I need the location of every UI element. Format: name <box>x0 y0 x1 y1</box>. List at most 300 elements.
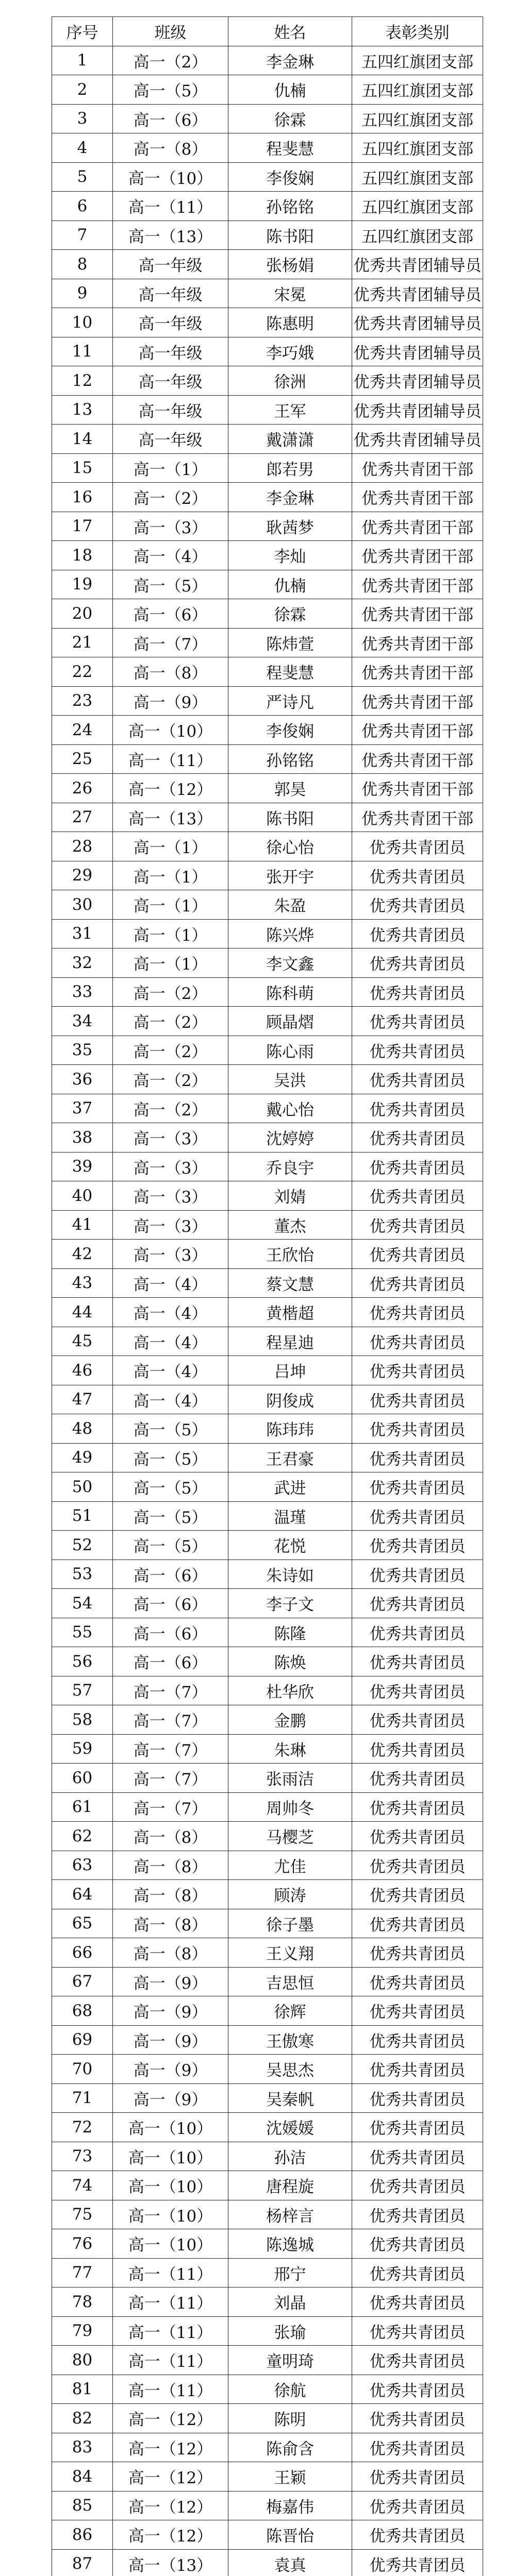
cell-category: 优秀共青团员 <box>352 2113 483 2142</box>
cell-name: 严诗凡 <box>228 686 352 716</box>
cell-class: 高一（2） <box>113 1094 228 1123</box>
cell-category: 优秀共青团干部 <box>352 657 483 687</box>
cell-name: 李俊娴 <box>228 162 352 192</box>
table-row <box>52 1356 483 1385</box>
cell-category: 优秀共青团员 <box>352 1764 483 1793</box>
cell-index: 85 <box>52 2491 113 2520</box>
cell-category: 优秀共青团员 <box>352 1938 483 1968</box>
header-cell-name: 姓名 <box>228 17 352 46</box>
cell-category: 优秀共青团干部 <box>352 483 483 512</box>
table-row <box>52 657 483 687</box>
cell-class: 高一（10） <box>113 2171 228 2200</box>
table-row <box>52 541 483 570</box>
cell-index: 35 <box>52 1036 113 1065</box>
cell-index: 38 <box>52 1123 113 1153</box>
cell-name: 顾涛 <box>228 1880 352 1909</box>
table-row <box>52 1967 483 1996</box>
cell-class: 高一（6） <box>113 1618 228 1647</box>
table-row <box>52 308 483 337</box>
cell-category: 优秀共青团干部 <box>352 744 483 774</box>
cell-category: 优秀共青团员 <box>352 2549 483 2576</box>
cell-index: 25 <box>52 744 113 774</box>
table-row <box>52 2404 483 2433</box>
cell-class: 高一（3） <box>113 1181 228 1211</box>
table-row <box>52 1181 483 1211</box>
cell-category: 优秀共青团干部 <box>352 716 483 745</box>
cell-index: 48 <box>52 1414 113 1444</box>
cell-category: 优秀共青团员 <box>352 1792 483 1822</box>
cell-class: 高一（12） <box>113 2404 228 2433</box>
cell-name: 徐洲 <box>228 366 352 396</box>
table-row <box>52 1065 483 1094</box>
cell-name: 陈焕 <box>228 1647 352 1676</box>
cell-index: 58 <box>52 1705 113 1735</box>
cell-class: 高一（13） <box>113 803 228 832</box>
cell-name: 徐心怡 <box>228 832 352 861</box>
cell-class: 高一（1） <box>113 832 228 861</box>
cell-category: 优秀共青团员 <box>352 1880 483 1909</box>
cell-index: 80 <box>52 2346 113 2375</box>
cell-name: 乔良宇 <box>228 1152 352 1181</box>
cell-name: 徐辉 <box>228 1996 352 2026</box>
cell-category: 优秀共青团员 <box>352 1472 483 1502</box>
cell-category: 优秀共青团员 <box>352 2462 483 2492</box>
cell-category: 优秀共青团员 <box>352 1647 483 1676</box>
cell-class: 高一（1） <box>113 919 228 948</box>
cell-category: 五四红旗团支部 <box>352 104 483 133</box>
cell-index: 1 <box>52 46 113 75</box>
cell-category: 优秀共青团员 <box>352 1589 483 1618</box>
cell-index: 3 <box>52 104 113 133</box>
cell-category: 优秀共青团辅导员 <box>352 279 483 308</box>
cell-category: 优秀共青团员 <box>352 1007 483 1036</box>
cell-index: 31 <box>52 919 113 948</box>
table-row <box>52 1007 483 1036</box>
cell-name: 陈明 <box>228 2404 352 2433</box>
cell-class: 高一（8） <box>113 1880 228 1909</box>
cell-name: 陈晋怡 <box>228 2520 352 2550</box>
cell-name: 杜华欣 <box>228 1676 352 1705</box>
table-row <box>52 2229 483 2259</box>
cell-name: 李文鑫 <box>228 948 352 978</box>
cell-name: 梅嘉伟 <box>228 2491 352 2520</box>
cell-index: 45 <box>52 1327 113 1356</box>
cell-name: 王义翔 <box>228 1938 352 1968</box>
cell-index: 37 <box>52 1094 113 1123</box>
cell-class: 高一（12） <box>113 774 228 803</box>
cell-name: 程斐慧 <box>228 133 352 163</box>
cell-index: 87 <box>52 2549 113 2576</box>
cell-name: 徐霖 <box>228 599 352 629</box>
cell-index: 40 <box>52 1181 113 1211</box>
table-row <box>52 1996 483 2026</box>
cell-category: 优秀共青团员 <box>352 1414 483 1444</box>
cell-class: 高一（4） <box>113 1298 228 1327</box>
cell-index: 75 <box>52 2200 113 2229</box>
cell-index: 60 <box>52 1764 113 1793</box>
table-row <box>52 104 483 133</box>
table-row <box>52 1123 483 1153</box>
cell-class: 高一（11） <box>113 2346 228 2375</box>
cell-class: 高一（9） <box>113 2055 228 2084</box>
cell-class: 高一（8） <box>113 1822 228 1851</box>
table-row <box>52 2375 483 2404</box>
cell-category: 优秀共青团员 <box>352 1967 483 1996</box>
cell-index: 20 <box>52 599 113 629</box>
cell-index: 82 <box>52 2404 113 2433</box>
table-row <box>52 1618 483 1647</box>
table-row <box>52 628 483 657</box>
cell-name: 陈书阳 <box>228 221 352 250</box>
cell-category: 优秀共青团员 <box>352 2055 483 2084</box>
cell-index: 83 <box>52 2433 113 2462</box>
cell-category: 优秀共青团员 <box>352 1356 483 1385</box>
cell-name: 陈科萌 <box>228 977 352 1007</box>
cell-category: 五四红旗团支部 <box>352 75 483 105</box>
cell-class: 高一（2） <box>113 46 228 75</box>
cell-class: 高一（11） <box>113 2316 228 2346</box>
table-row <box>52 744 483 774</box>
cell-class: 高一（1） <box>113 890 228 920</box>
table-row <box>52 2258 483 2287</box>
cell-category: 优秀共青团干部 <box>352 512 483 541</box>
cell-name: 李金琳 <box>228 46 352 75</box>
cell-name: 杨梓言 <box>228 2200 352 2229</box>
cell-name: 蔡文慧 <box>228 1268 352 1298</box>
cell-class: 高一年级 <box>113 308 228 337</box>
cell-index: 5 <box>52 162 113 192</box>
cell-class: 高一年级 <box>113 425 228 454</box>
table-row <box>52 1647 483 1676</box>
cell-category: 优秀共青团员 <box>352 1385 483 1414</box>
cell-class: 高一（11） <box>113 2375 228 2404</box>
cell-category: 优秀共青团员 <box>352 2316 483 2346</box>
cell-index: 10 <box>52 308 113 337</box>
cell-name: 吴秦帆 <box>228 2083 352 2113</box>
cell-category: 优秀共青团员 <box>352 1996 483 2026</box>
table-row <box>52 2083 483 2113</box>
cell-name: 郭昊 <box>228 774 352 803</box>
cell-index: 36 <box>52 1065 113 1094</box>
cell-index: 62 <box>52 1822 113 1851</box>
cell-category: 优秀共青团员 <box>352 2287 483 2317</box>
cell-class: 高一（6） <box>113 1560 228 1589</box>
cell-category: 优秀共青团干部 <box>352 599 483 629</box>
cell-class: 高一（5） <box>113 1443 228 1472</box>
cell-class: 高一年级 <box>113 395 228 425</box>
cell-class: 高一（12） <box>113 2520 228 2550</box>
cell-category: 优秀共青团员 <box>352 2200 483 2229</box>
cell-index: 50 <box>52 1472 113 1502</box>
table-row <box>52 890 483 920</box>
table-row <box>52 1210 483 1240</box>
cell-index: 64 <box>52 1880 113 1909</box>
cell-name: 王军 <box>228 395 352 425</box>
cell-class: 高一年级 <box>113 366 228 396</box>
cell-class: 高一（6） <box>113 599 228 629</box>
cell-category: 优秀共青团员 <box>352 2375 483 2404</box>
header-row <box>52 17 483 46</box>
cell-class: 高一（1） <box>113 948 228 978</box>
cell-index: 86 <box>52 2520 113 2550</box>
cell-index: 57 <box>52 1676 113 1705</box>
cell-name: 陈兴烨 <box>228 919 352 948</box>
cell-name: 陈惠明 <box>228 308 352 337</box>
cell-name: 李俊娴 <box>228 716 352 745</box>
cell-name: 王君豪 <box>228 1443 352 1472</box>
cell-index: 41 <box>52 1210 113 1240</box>
cell-name: 李子文 <box>228 1589 352 1618</box>
cell-class: 高一（8） <box>113 1909 228 1938</box>
table-row <box>52 1938 483 1968</box>
cell-class: 高一（7） <box>113 1792 228 1822</box>
cell-class: 高一（5） <box>113 1531 228 1560</box>
cell-category: 优秀共青团员 <box>352 1851 483 1880</box>
cell-index: 65 <box>52 1909 113 1938</box>
table-row <box>52 2549 483 2576</box>
cell-index: 49 <box>52 1443 113 1472</box>
cell-category: 优秀共青团员 <box>352 1152 483 1181</box>
cell-class: 高一（3） <box>113 1152 228 1181</box>
cell-index: 73 <box>52 2142 113 2171</box>
cell-index: 81 <box>52 2375 113 2404</box>
cell-class: 高一（11） <box>113 2287 228 2317</box>
cell-name: 王颖 <box>228 2462 352 2492</box>
table-row <box>52 1152 483 1181</box>
cell-class: 高一（8） <box>113 657 228 687</box>
table-row <box>52 1676 483 1705</box>
cell-name: 陈心雨 <box>228 1036 352 1065</box>
table-row <box>52 948 483 978</box>
cell-class: 高一（6） <box>113 1647 228 1676</box>
cell-category: 优秀共青团员 <box>352 890 483 920</box>
cell-name: 唐程旋 <box>228 2171 352 2200</box>
table-row <box>52 2520 483 2550</box>
cell-class: 高一（2） <box>113 1065 228 1094</box>
table-row <box>52 1501 483 1531</box>
cell-class: 高一（10） <box>113 2142 228 2171</box>
table-row <box>52 395 483 425</box>
cell-name: 张瑜 <box>228 2316 352 2346</box>
cell-index: 9 <box>52 279 113 308</box>
cell-name: 袁真 <box>228 2549 352 2576</box>
table-row <box>52 599 483 629</box>
header-cell-category: 表彰类别 <box>352 17 483 46</box>
cell-name: 温瑾 <box>228 1501 352 1531</box>
cell-index: 26 <box>52 774 113 803</box>
cell-name: 程斐慧 <box>228 657 352 687</box>
cell-category: 优秀共青团辅导员 <box>352 337 483 366</box>
cell-index: 52 <box>52 1531 113 1560</box>
cell-category: 优秀共青团员 <box>352 861 483 890</box>
cell-class: 高一（12） <box>113 2462 228 2492</box>
cell-index: 19 <box>52 570 113 599</box>
cell-category: 优秀共青团辅导员 <box>352 250 483 279</box>
cell-category: 优秀共青团干部 <box>352 628 483 657</box>
table-row <box>52 686 483 716</box>
cell-name: 陈俞含 <box>228 2433 352 2462</box>
cell-class: 高一（3） <box>113 1240 228 1269</box>
cell-class: 高一（1） <box>113 453 228 483</box>
cell-category: 优秀共青团辅导员 <box>352 308 483 337</box>
cell-index: 18 <box>52 541 113 570</box>
cell-index: 28 <box>52 832 113 861</box>
cell-category: 优秀共青团干部 <box>352 686 483 716</box>
cell-class: 高一（12） <box>113 2491 228 2520</box>
cell-index: 21 <box>52 628 113 657</box>
table-row <box>52 1443 483 1472</box>
cell-name: 周帅冬 <box>228 1792 352 1822</box>
cell-category: 优秀共青团员 <box>352 1123 483 1153</box>
cell-class: 高一（2） <box>113 1036 228 1065</box>
cell-category: 优秀共青团员 <box>352 1618 483 1647</box>
cell-index: 44 <box>52 1298 113 1327</box>
cell-name: 吴思杰 <box>228 2055 352 2084</box>
cell-category: 优秀共青团员 <box>352 2171 483 2200</box>
cell-class: 高一（4） <box>113 1327 228 1356</box>
cell-name: 徐航 <box>228 2375 352 2404</box>
table-row <box>52 2316 483 2346</box>
table-row <box>52 1792 483 1822</box>
table-row <box>52 250 483 279</box>
cell-name: 程星迪 <box>228 1327 352 1356</box>
cell-category: 优秀共青团员 <box>352 2083 483 2113</box>
cell-category: 优秀共青团员 <box>352 948 483 978</box>
table-row <box>52 2113 483 2142</box>
cell-name: 吉思恒 <box>228 1967 352 1996</box>
cell-index: 66 <box>52 1938 113 1968</box>
cell-index: 27 <box>52 803 113 832</box>
cell-category: 优秀共青团员 <box>352 2025 483 2055</box>
cell-name: 陈炜萱 <box>228 628 352 657</box>
table-row <box>52 1298 483 1327</box>
cell-category: 优秀共青团干部 <box>352 570 483 599</box>
table-row <box>52 2491 483 2520</box>
cell-name: 金鹏 <box>228 1705 352 1735</box>
cell-index: 67 <box>52 1967 113 1996</box>
cell-category: 优秀共青团员 <box>352 1298 483 1327</box>
table-row <box>52 512 483 541</box>
cell-name: 刘晶 <box>228 2287 352 2317</box>
cell-index: 4 <box>52 133 113 163</box>
cell-index: 56 <box>52 1647 113 1676</box>
cell-class: 高一（9） <box>113 2083 228 2113</box>
header-cell-class: 班级 <box>113 17 228 46</box>
table-row <box>52 2462 483 2492</box>
cell-name: 沈婷婷 <box>228 1123 352 1153</box>
cell-category: 优秀共青团员 <box>352 2433 483 2462</box>
cell-name: 黄楷超 <box>228 1298 352 1327</box>
cell-index: 59 <box>52 1734 113 1764</box>
cell-name: 仇楠 <box>228 75 352 105</box>
cell-index: 47 <box>52 1385 113 1414</box>
cell-category: 优秀共青团辅导员 <box>352 395 483 425</box>
cell-class: 高一（11） <box>113 744 228 774</box>
cell-index: 13 <box>52 395 113 425</box>
cell-index: 39 <box>52 1152 113 1181</box>
cell-index: 76 <box>52 2229 113 2259</box>
cell-class: 高一（10） <box>113 162 228 192</box>
cell-name: 董杰 <box>228 1210 352 1240</box>
cell-category: 优秀共青团员 <box>352 1065 483 1094</box>
cell-class: 高一（4） <box>113 1385 228 1414</box>
cell-category: 优秀共青团员 <box>352 2258 483 2287</box>
cell-name: 顾晶熠 <box>228 1007 352 1036</box>
table-row <box>52 425 483 454</box>
cell-index: 6 <box>52 192 113 221</box>
cell-class: 高一（7） <box>113 1676 228 1705</box>
honor-roll-table <box>52 16 483 2576</box>
cell-index: 77 <box>52 2258 113 2287</box>
cell-class: 高一年级 <box>113 337 228 366</box>
cell-category: 优秀共青团员 <box>352 1036 483 1065</box>
cell-index: 29 <box>52 861 113 890</box>
cell-name: 马樱芝 <box>228 1822 352 1851</box>
cell-name: 阴俊成 <box>228 1385 352 1414</box>
cell-class: 高一（3） <box>113 1123 228 1153</box>
table-row <box>52 1414 483 1444</box>
table-row <box>52 2287 483 2317</box>
cell-index: 55 <box>52 1618 113 1647</box>
cell-name: 徐霖 <box>228 104 352 133</box>
cell-class: 高一（5） <box>113 570 228 599</box>
cell-category: 优秀共青团辅导员 <box>352 366 483 396</box>
cell-category: 优秀共青团员 <box>352 2346 483 2375</box>
table-row <box>52 1240 483 1269</box>
cell-class: 高一（4） <box>113 1268 228 1298</box>
cell-index: 53 <box>52 1560 113 1589</box>
table-row <box>52 1327 483 1356</box>
cell-name: 张开宇 <box>228 861 352 890</box>
table-row <box>52 366 483 396</box>
cell-name: 王傲寒 <box>228 2025 352 2055</box>
cell-index: 16 <box>52 483 113 512</box>
cell-index: 7 <box>52 221 113 250</box>
cell-index: 33 <box>52 977 113 1007</box>
table-row <box>52 2055 483 2084</box>
cell-class: 高一（5） <box>113 1414 228 1444</box>
table-row <box>52 483 483 512</box>
table-row <box>52 192 483 221</box>
cell-class: 高一（6） <box>113 1589 228 1618</box>
table-row <box>52 75 483 105</box>
cell-category: 优秀共青团员 <box>352 2520 483 2550</box>
table-row <box>52 1385 483 1414</box>
cell-index: 17 <box>52 512 113 541</box>
cell-name: 张杨娟 <box>228 250 352 279</box>
cell-index: 70 <box>52 2055 113 2084</box>
table-row <box>52 1909 483 1938</box>
cell-index: 30 <box>52 890 113 920</box>
cell-name: 耿茜梦 <box>228 512 352 541</box>
cell-class: 高一（12） <box>113 2433 228 2462</box>
cell-category: 优秀共青团员 <box>352 1822 483 1851</box>
table-row <box>52 774 483 803</box>
cell-class: 高一（5） <box>113 1472 228 1502</box>
cell-class: 高一（1） <box>113 861 228 890</box>
cell-name: 仇楠 <box>228 570 352 599</box>
cell-class: 高一（7） <box>113 1705 228 1735</box>
table-row <box>52 1036 483 1065</box>
cell-class: 高一（10） <box>113 2200 228 2229</box>
cell-name: 陈玮玮 <box>228 1414 352 1444</box>
table-row <box>52 861 483 890</box>
cell-class: 高一（4） <box>113 541 228 570</box>
cell-index: 63 <box>52 1851 113 1880</box>
cell-name: 邢宁 <box>228 2258 352 2287</box>
table-row <box>52 1851 483 1880</box>
cell-class: 高一年级 <box>113 250 228 279</box>
